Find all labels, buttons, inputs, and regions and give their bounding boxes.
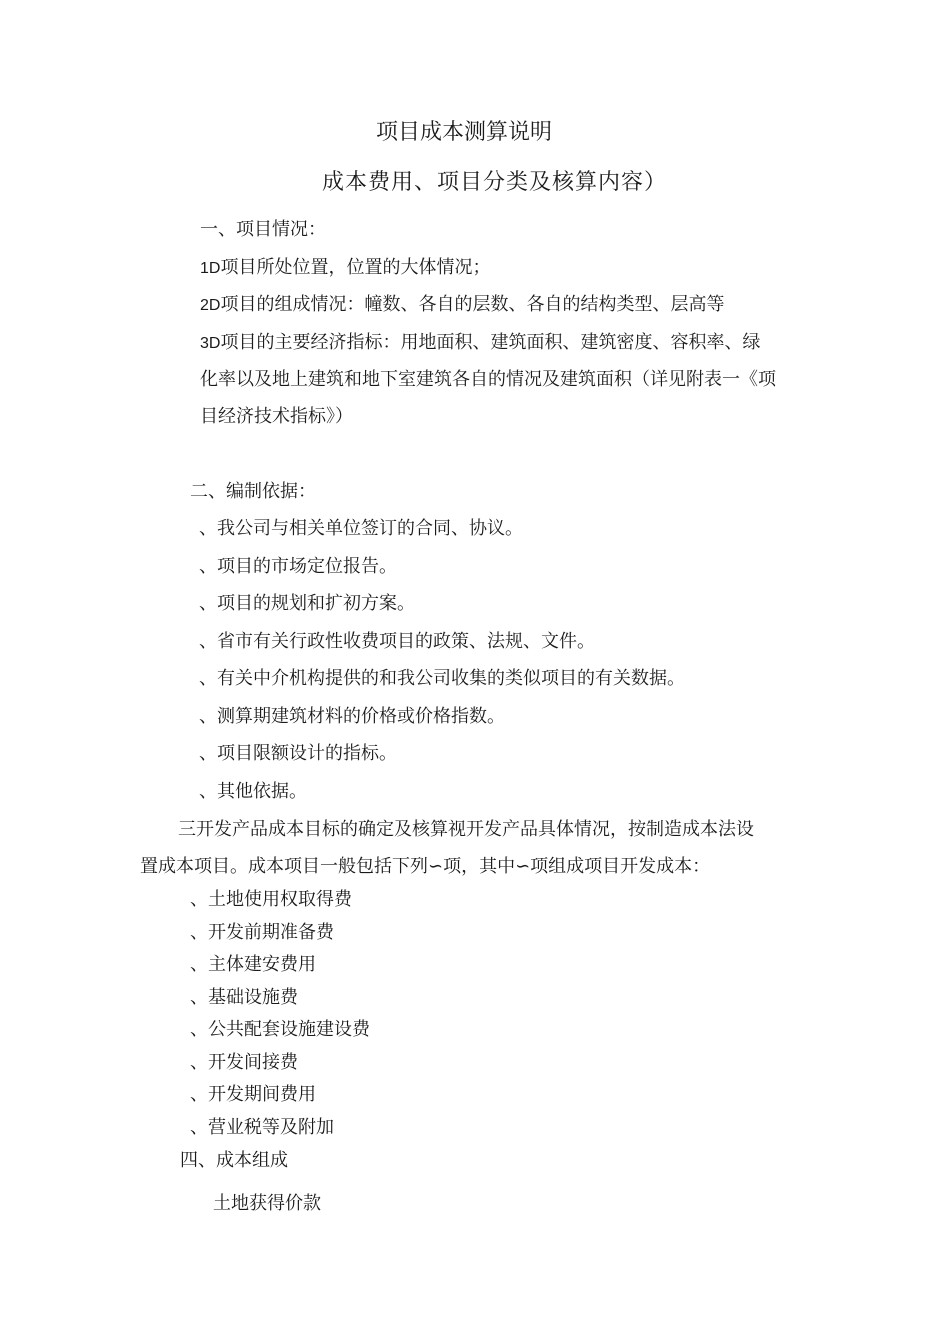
section2-item: 、项目的市场定位报告。 bbox=[199, 556, 397, 577]
section2-item: 、其他依据。 bbox=[199, 781, 307, 802]
item-number: 2D bbox=[200, 297, 221, 314]
section1-item-2 bbox=[200, 293, 724, 318]
section4-subheading: 土地获得价款 bbox=[213, 1193, 321, 1214]
section2-item: 、项目限额设计的指标。 bbox=[199, 743, 397, 764]
item-text: 项目的主要经济指标：用地面积、建筑面积、建筑密度、容积率、绿 bbox=[220, 332, 761, 353]
section2-heading: 二、编制依据： bbox=[190, 481, 316, 502]
section1-item-3 bbox=[200, 331, 760, 356]
section1-item-3-cont-1: 化率以及地上建筑和地下室建筑各自的情况及建筑面积（详见附表一《项 bbox=[200, 369, 776, 390]
section3-item: 、营业税等及附加 bbox=[190, 1117, 334, 1138]
section4-heading: 四、成本组成 bbox=[180, 1150, 288, 1171]
section3-item: 、基础设施费 bbox=[190, 987, 298, 1008]
item-text: 项目的组成情况：幢数、各自的层数、各自的结构类型、层高等 bbox=[220, 294, 725, 315]
section3-paragraph-line-2: 置成本项目。成本项目一般包括下列∽项，其中∽项组成项目开发成本： bbox=[140, 856, 711, 877]
section1-item-3-cont-2: 目经济技术指标》） bbox=[200, 406, 353, 427]
item-text: 项目所处位置，位置的大体情况； bbox=[220, 257, 491, 278]
section2-item: 、测算期建筑材料的价格或价格指数。 bbox=[199, 706, 505, 727]
section1-heading: 一、项目情况： bbox=[200, 219, 326, 240]
section3-item: 、开发前期准备费 bbox=[190, 922, 334, 943]
doc-title: 项目成本测算说明 bbox=[376, 120, 553, 145]
section3-item: 、土地使用权取得费 bbox=[190, 889, 352, 910]
item-number: 3D bbox=[200, 335, 221, 352]
doc-subtitle: 成本费用、项目分类及核算内容） bbox=[322, 170, 668, 195]
section3-item: 、开发间接费 bbox=[190, 1052, 298, 1073]
section1-item-1 bbox=[200, 256, 490, 281]
section2-item: 、省市有关行政性收费项目的政策、法规、文件。 bbox=[199, 631, 595, 652]
section3-item: 、主体建安费用 bbox=[190, 954, 316, 975]
item-number: 1D bbox=[200, 260, 221, 277]
section3-item: 、公共配套设施建设费 bbox=[190, 1019, 370, 1040]
section2-item: 、我公司与相关单位签订的合同、协议。 bbox=[199, 518, 523, 539]
section2-item: 、有关中介机构提供的和我公司收集的类似项目的有关数据。 bbox=[199, 668, 685, 689]
section3-item: 、开发期间费用 bbox=[190, 1084, 316, 1105]
section3-paragraph-line-1: 三开发产品成本目标的确定及核算视开发产品具体情况，按制造成本法设 bbox=[178, 819, 754, 840]
section2-item: 、项目的规划和扩初方案。 bbox=[199, 593, 415, 614]
